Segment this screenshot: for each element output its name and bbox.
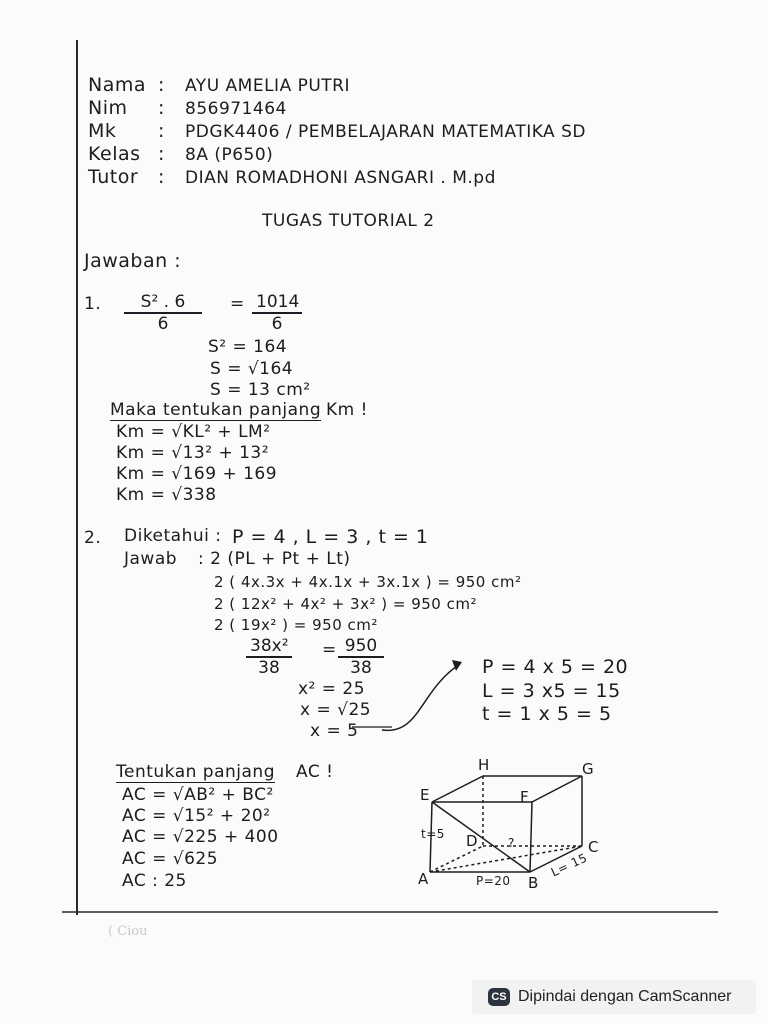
q2-jawab-line: : 2 (PL + Pt + Lt) bbox=[198, 549, 351, 569]
q1-frac1-num: S² . 6 bbox=[140, 292, 186, 312]
q2-ac-step: AC = √625 bbox=[122, 849, 219, 869]
q2-ac-tail: AC ! bbox=[296, 762, 334, 782]
vertex-F: F bbox=[520, 788, 530, 806]
q1-line: S = 13 cm² bbox=[210, 380, 311, 400]
q2-result: L = 3 x5 = 15 bbox=[482, 680, 621, 702]
cuboid-figure bbox=[430, 776, 582, 872]
q2-jawab-line: 2 ( 19x² ) = 950 cm² bbox=[214, 616, 378, 634]
q1-fraction-right bbox=[252, 292, 302, 334]
q1-number: 1. bbox=[84, 294, 102, 314]
diagonal-EB bbox=[432, 802, 530, 872]
q2-jawab-label: Jawab bbox=[124, 549, 178, 569]
arrow-head bbox=[452, 660, 462, 671]
q2-x-line: x² = 25 bbox=[298, 679, 366, 699]
q1-step: Km = √338 bbox=[116, 485, 217, 505]
label-question: ? bbox=[508, 836, 515, 850]
value-mk: PDGK4406 / PEMBELAJARAN MATEMATIKA SD bbox=[185, 122, 586, 142]
vertex-C: C bbox=[588, 838, 599, 856]
q2-frac3-den: 38 bbox=[258, 657, 280, 678]
q1-step: Km = √169 + 169 bbox=[116, 464, 278, 484]
q2-frac4-den: 38 bbox=[350, 657, 372, 678]
value-nama: AYU AMELIA PUTRI bbox=[185, 76, 351, 96]
colon: : bbox=[158, 166, 165, 188]
q2-ac-step: AC = √AB² + BC² bbox=[122, 785, 274, 805]
edge-FG bbox=[532, 776, 582, 802]
q1-frac2-num: 1014 bbox=[256, 292, 300, 312]
q1-fraction-left bbox=[124, 292, 202, 334]
q1-equals: = bbox=[230, 294, 245, 314]
q2-fraction-left bbox=[246, 636, 292, 678]
q2-frac4-num: 950 bbox=[344, 636, 378, 656]
margin-line bbox=[76, 40, 78, 915]
camscanner-watermark bbox=[472, 980, 756, 1014]
q1-instruction-tail: Km ! bbox=[326, 400, 368, 420]
camscanner-logo-icon: CS bbox=[488, 988, 510, 1006]
q2-result: P = 4 x 5 = 20 bbox=[482, 656, 629, 678]
q1-step: Km = √KL² + LM² bbox=[116, 422, 271, 442]
q2-frac3-num: 38x² bbox=[250, 636, 289, 656]
label-nama: Nama bbox=[88, 74, 147, 96]
value-kelas: 8A (P650) bbox=[185, 145, 274, 165]
jawaban-heading: Jawaban : bbox=[84, 250, 182, 272]
q2-ac-step: AC : 25 bbox=[122, 871, 187, 891]
vertex-H: H bbox=[478, 756, 490, 774]
label-width: L= 15 bbox=[548, 850, 590, 880]
camscanner-text: Dipindai dengan CamScanner bbox=[518, 988, 732, 1005]
vertex-A: A bbox=[418, 870, 429, 888]
edge-BF bbox=[530, 802, 532, 872]
q2-result: t = 1 x 5 = 5 bbox=[482, 703, 612, 725]
q2-diketahui-label: Diketahui : bbox=[124, 526, 222, 546]
q2-ac-step: AC = √225 + 400 bbox=[122, 827, 279, 847]
label-height: t=5 bbox=[421, 827, 445, 841]
label-tutor: Tutor bbox=[88, 166, 139, 188]
page-title: TUGAS TUTORIAL 2 bbox=[262, 211, 435, 231]
colon: : bbox=[158, 143, 165, 165]
q1-step: Km = √13² + 13² bbox=[116, 443, 270, 463]
vertex-E: E bbox=[420, 786, 430, 804]
colon: : bbox=[158, 74, 165, 96]
q2-jawab-line: 2 ( 4x.3x + 4x.1x + 3x.1x ) = 950 cm² bbox=[214, 573, 522, 591]
vertex-D: D bbox=[466, 832, 479, 850]
q1-frac1-den: 6 bbox=[157, 313, 169, 334]
q2-ac-step: AC = √15² + 20² bbox=[122, 806, 271, 826]
q2-fraction-right bbox=[338, 636, 384, 678]
q2-diketahui-value: P = 4 , L = 3 , t = 1 bbox=[232, 526, 429, 548]
faint-bleed-mark: ( Ciou bbox=[108, 924, 148, 939]
q2-ac-instruction: Tentukan panjang bbox=[116, 762, 275, 782]
arrow-curve bbox=[382, 664, 460, 730]
edge-EH bbox=[432, 776, 483, 802]
label-length: P=20 bbox=[476, 874, 511, 888]
q2-number: 2. bbox=[84, 528, 102, 548]
q2-x-line: x = 5 bbox=[310, 721, 359, 741]
label-kelas: Kelas bbox=[88, 143, 141, 165]
q2-jawab-line: 2 ( 12x² + 4x² + 3x² ) = 950 cm² bbox=[214, 595, 477, 613]
value-tutor: DIAN ROMADHONI ASNGARI . M.pd bbox=[185, 168, 496, 188]
value-nim: 856971464 bbox=[185, 99, 287, 119]
q1-instruction: Maka tentukan panjang bbox=[110, 400, 322, 420]
colon: : bbox=[158, 120, 165, 142]
colon: : bbox=[158, 97, 165, 119]
q2-equals: = bbox=[322, 640, 337, 660]
q1-line: S² = 164 bbox=[208, 337, 288, 357]
label-nim: Nim bbox=[88, 97, 128, 119]
vertex-B: B bbox=[528, 874, 539, 892]
q1-frac2-den: 6 bbox=[271, 313, 283, 334]
label-mk: Mk bbox=[88, 120, 117, 142]
q1-line: S = √164 bbox=[210, 359, 294, 379]
vertex-G: G bbox=[582, 760, 595, 778]
q2-x-line: x = √25 bbox=[300, 700, 372, 720]
